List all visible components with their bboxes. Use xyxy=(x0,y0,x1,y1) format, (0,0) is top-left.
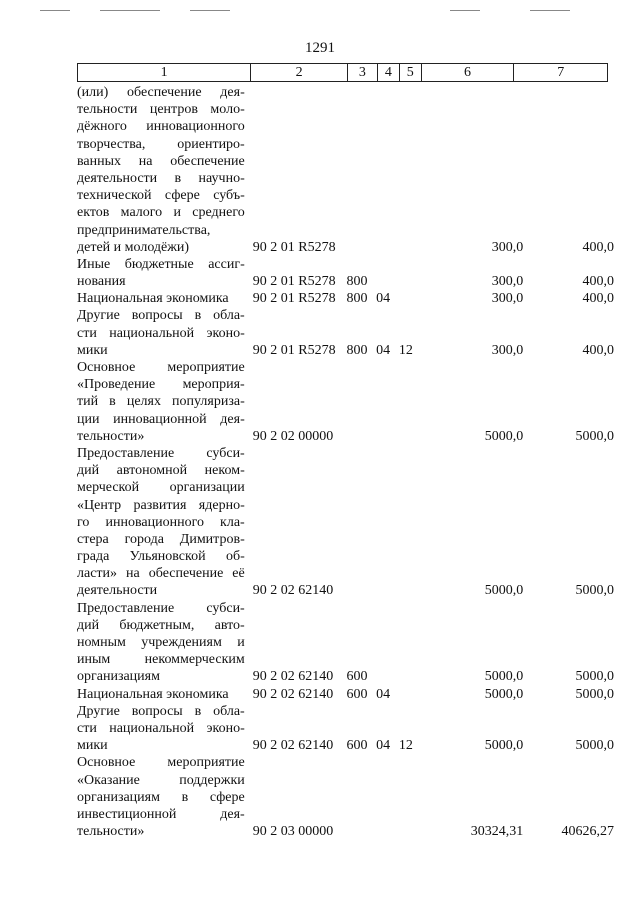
table-row xyxy=(77,84,617,256)
row-expense-type: 600 xyxy=(346,669,368,685)
description-line: ектов малого и среднего xyxy=(77,205,245,221)
table-row xyxy=(77,600,617,686)
description-line: Иные бюджетные ассиг- xyxy=(77,256,245,272)
row-description xyxy=(77,359,249,445)
description-line: Национальная экономика xyxy=(77,686,229,702)
description-line: тий в целях популяриза- xyxy=(77,394,245,410)
description-line: тельности» xyxy=(77,824,145,840)
row-code: 90 2 03 00000 xyxy=(252,824,334,840)
scan-mark xyxy=(190,10,230,11)
row-code: 90 2 01 R5278 xyxy=(252,239,336,255)
description-line: предпринимательства, xyxy=(77,222,211,238)
row-description xyxy=(77,600,249,686)
scan-mark xyxy=(530,10,570,11)
row-sum-1: 5000,0 xyxy=(484,686,524,702)
description-line: номным учреждениям и xyxy=(77,635,245,651)
row-section: 04 xyxy=(376,738,391,754)
row-sum-1: 5000,0 xyxy=(484,583,524,599)
description-line: Другие вопросы в обла- xyxy=(77,308,245,324)
description-line: (или) обеспечение дея- xyxy=(77,85,245,100)
description-line: тельности» xyxy=(77,428,145,444)
row-sum-1: 300,0 xyxy=(491,342,524,358)
row-code: 90 2 01 R5278 xyxy=(252,291,336,307)
description-line: Предоставление субси- xyxy=(77,445,245,461)
row-sum-2: 400,0 xyxy=(582,239,614,255)
row-sum-1: 5000,0 xyxy=(484,669,524,685)
description-line: организациям xyxy=(77,669,160,685)
header-col-4: 4 xyxy=(378,64,400,81)
description-line: дий автономной неком- xyxy=(77,463,245,479)
row-expense-type: 600 xyxy=(346,738,368,754)
description-line: инвестиционной дея- xyxy=(77,806,245,822)
row-sum-2: 400,0 xyxy=(582,291,614,307)
description-line: «Центр развития ядерно- xyxy=(77,497,245,513)
description-line: иным некоммерческим xyxy=(77,652,245,668)
description-line: деятельности xyxy=(77,583,158,599)
row-description xyxy=(77,307,249,359)
description-line: мики xyxy=(77,342,108,358)
description-line: деятельности в научно- xyxy=(77,170,245,186)
description-line: ласти» на обеспечение её xyxy=(77,566,245,582)
header-col-5: 5 xyxy=(400,64,422,81)
description-line: Другие вопросы в обла- xyxy=(77,703,245,719)
header-col-3: 3 xyxy=(348,64,378,81)
row-section: 04 xyxy=(376,291,391,307)
row-code: 90 2 01 R5278 xyxy=(252,274,336,290)
description-line: мерческой организации xyxy=(77,480,245,496)
row-sum-2: 400,0 xyxy=(582,342,614,358)
table-body xyxy=(77,84,617,840)
description-line: дий бюджетным, авто- xyxy=(77,617,245,633)
row-expense-type: 800 xyxy=(346,342,368,358)
table-row xyxy=(77,754,617,840)
description-line: Национальная экономика xyxy=(77,291,229,307)
description-line: Основное мероприятие xyxy=(77,755,245,771)
row-section: 04 xyxy=(376,686,391,702)
header-col-7: 7 xyxy=(557,65,565,80)
row-sum-1: 5000,0 xyxy=(484,738,524,754)
scan-mark xyxy=(100,10,160,11)
header-col-2: 2 xyxy=(251,64,348,81)
row-code: 90 2 02 62140 xyxy=(252,583,334,599)
row-sum-1: 30324,31 xyxy=(470,824,524,840)
table-row xyxy=(77,445,617,600)
row-code: 90 2 02 62140 xyxy=(252,738,334,754)
description-line: организациям в сфере xyxy=(77,789,245,805)
description-line: го инновационного кла- xyxy=(77,514,245,530)
description-line: града Ульяновской об- xyxy=(77,549,245,565)
row-section: 04 xyxy=(376,342,391,358)
description-line: сти национальной эконо- xyxy=(77,325,245,341)
description-line: стера города Димитров- xyxy=(77,531,245,547)
row-description xyxy=(77,445,249,600)
row-code: 90 2 01 R5278 xyxy=(252,342,336,358)
row-description xyxy=(77,84,249,256)
table-header xyxy=(77,63,608,82)
header-col-1: 1 xyxy=(78,64,251,81)
table-row xyxy=(77,703,617,755)
row-sum-2: 5000,0 xyxy=(575,583,614,599)
table-row xyxy=(77,359,617,445)
description-line: ции инновационной дея- xyxy=(77,411,245,427)
row-sum-2: 5000,0 xyxy=(575,686,614,702)
row-sum-1: 300,0 xyxy=(491,274,524,290)
row-sum-2: 40626,27 xyxy=(561,824,614,840)
scan-mark xyxy=(450,10,480,11)
row-expense-type: 800 xyxy=(346,291,368,307)
row-expense-type: 800 xyxy=(346,274,368,290)
description-line: детей и молодёжи) xyxy=(77,239,190,255)
description-line: «Оказание поддержки xyxy=(77,772,245,788)
description-line: «Проведение мероприя- xyxy=(77,377,245,393)
row-expense-type: 600 xyxy=(346,686,368,702)
row-sum-1: 5000,0 xyxy=(484,428,524,444)
table-row xyxy=(77,290,617,307)
row-code: 90 2 02 62140 xyxy=(252,686,334,702)
row-sum-2: 5000,0 xyxy=(575,428,614,444)
row-subsection: 12 xyxy=(398,342,413,358)
row-description xyxy=(77,290,249,307)
description-line: сти национальной эконо- xyxy=(77,720,245,736)
header-col-6: 6 xyxy=(422,64,515,81)
page-number: 1291 xyxy=(305,40,335,56)
row-sum-1: 300,0 xyxy=(491,239,524,255)
row-code: 90 2 02 00000 xyxy=(252,428,334,444)
description-line: технической сфере субъ- xyxy=(77,188,245,204)
row-subsection: 12 xyxy=(398,738,413,754)
scan-mark xyxy=(40,10,70,11)
row-description xyxy=(77,754,249,840)
description-line: дёжного инновационного xyxy=(77,119,245,135)
description-line: нования xyxy=(77,274,126,290)
description-line: тельности центров моло- xyxy=(77,102,245,118)
description-line: творчества, ориентиро- xyxy=(77,136,245,152)
description-line: Основное мероприятие xyxy=(77,360,245,376)
description-line: мики xyxy=(77,738,108,754)
table-row xyxy=(77,256,617,290)
row-description xyxy=(77,703,249,755)
description-line: Предоставление субси- xyxy=(77,600,245,616)
row-description xyxy=(77,256,249,290)
row-sum-2: 400,0 xyxy=(582,274,614,290)
row-sum-1: 300,0 xyxy=(491,291,524,307)
table-row xyxy=(77,307,617,359)
table-row xyxy=(77,686,617,703)
description-line: ванных на обеспечение xyxy=(77,153,245,169)
row-description xyxy=(77,686,249,703)
row-sum-2: 5000,0 xyxy=(575,738,614,754)
row-code: 90 2 02 62140 xyxy=(252,669,334,685)
row-sum-2: 5000,0 xyxy=(575,669,614,685)
